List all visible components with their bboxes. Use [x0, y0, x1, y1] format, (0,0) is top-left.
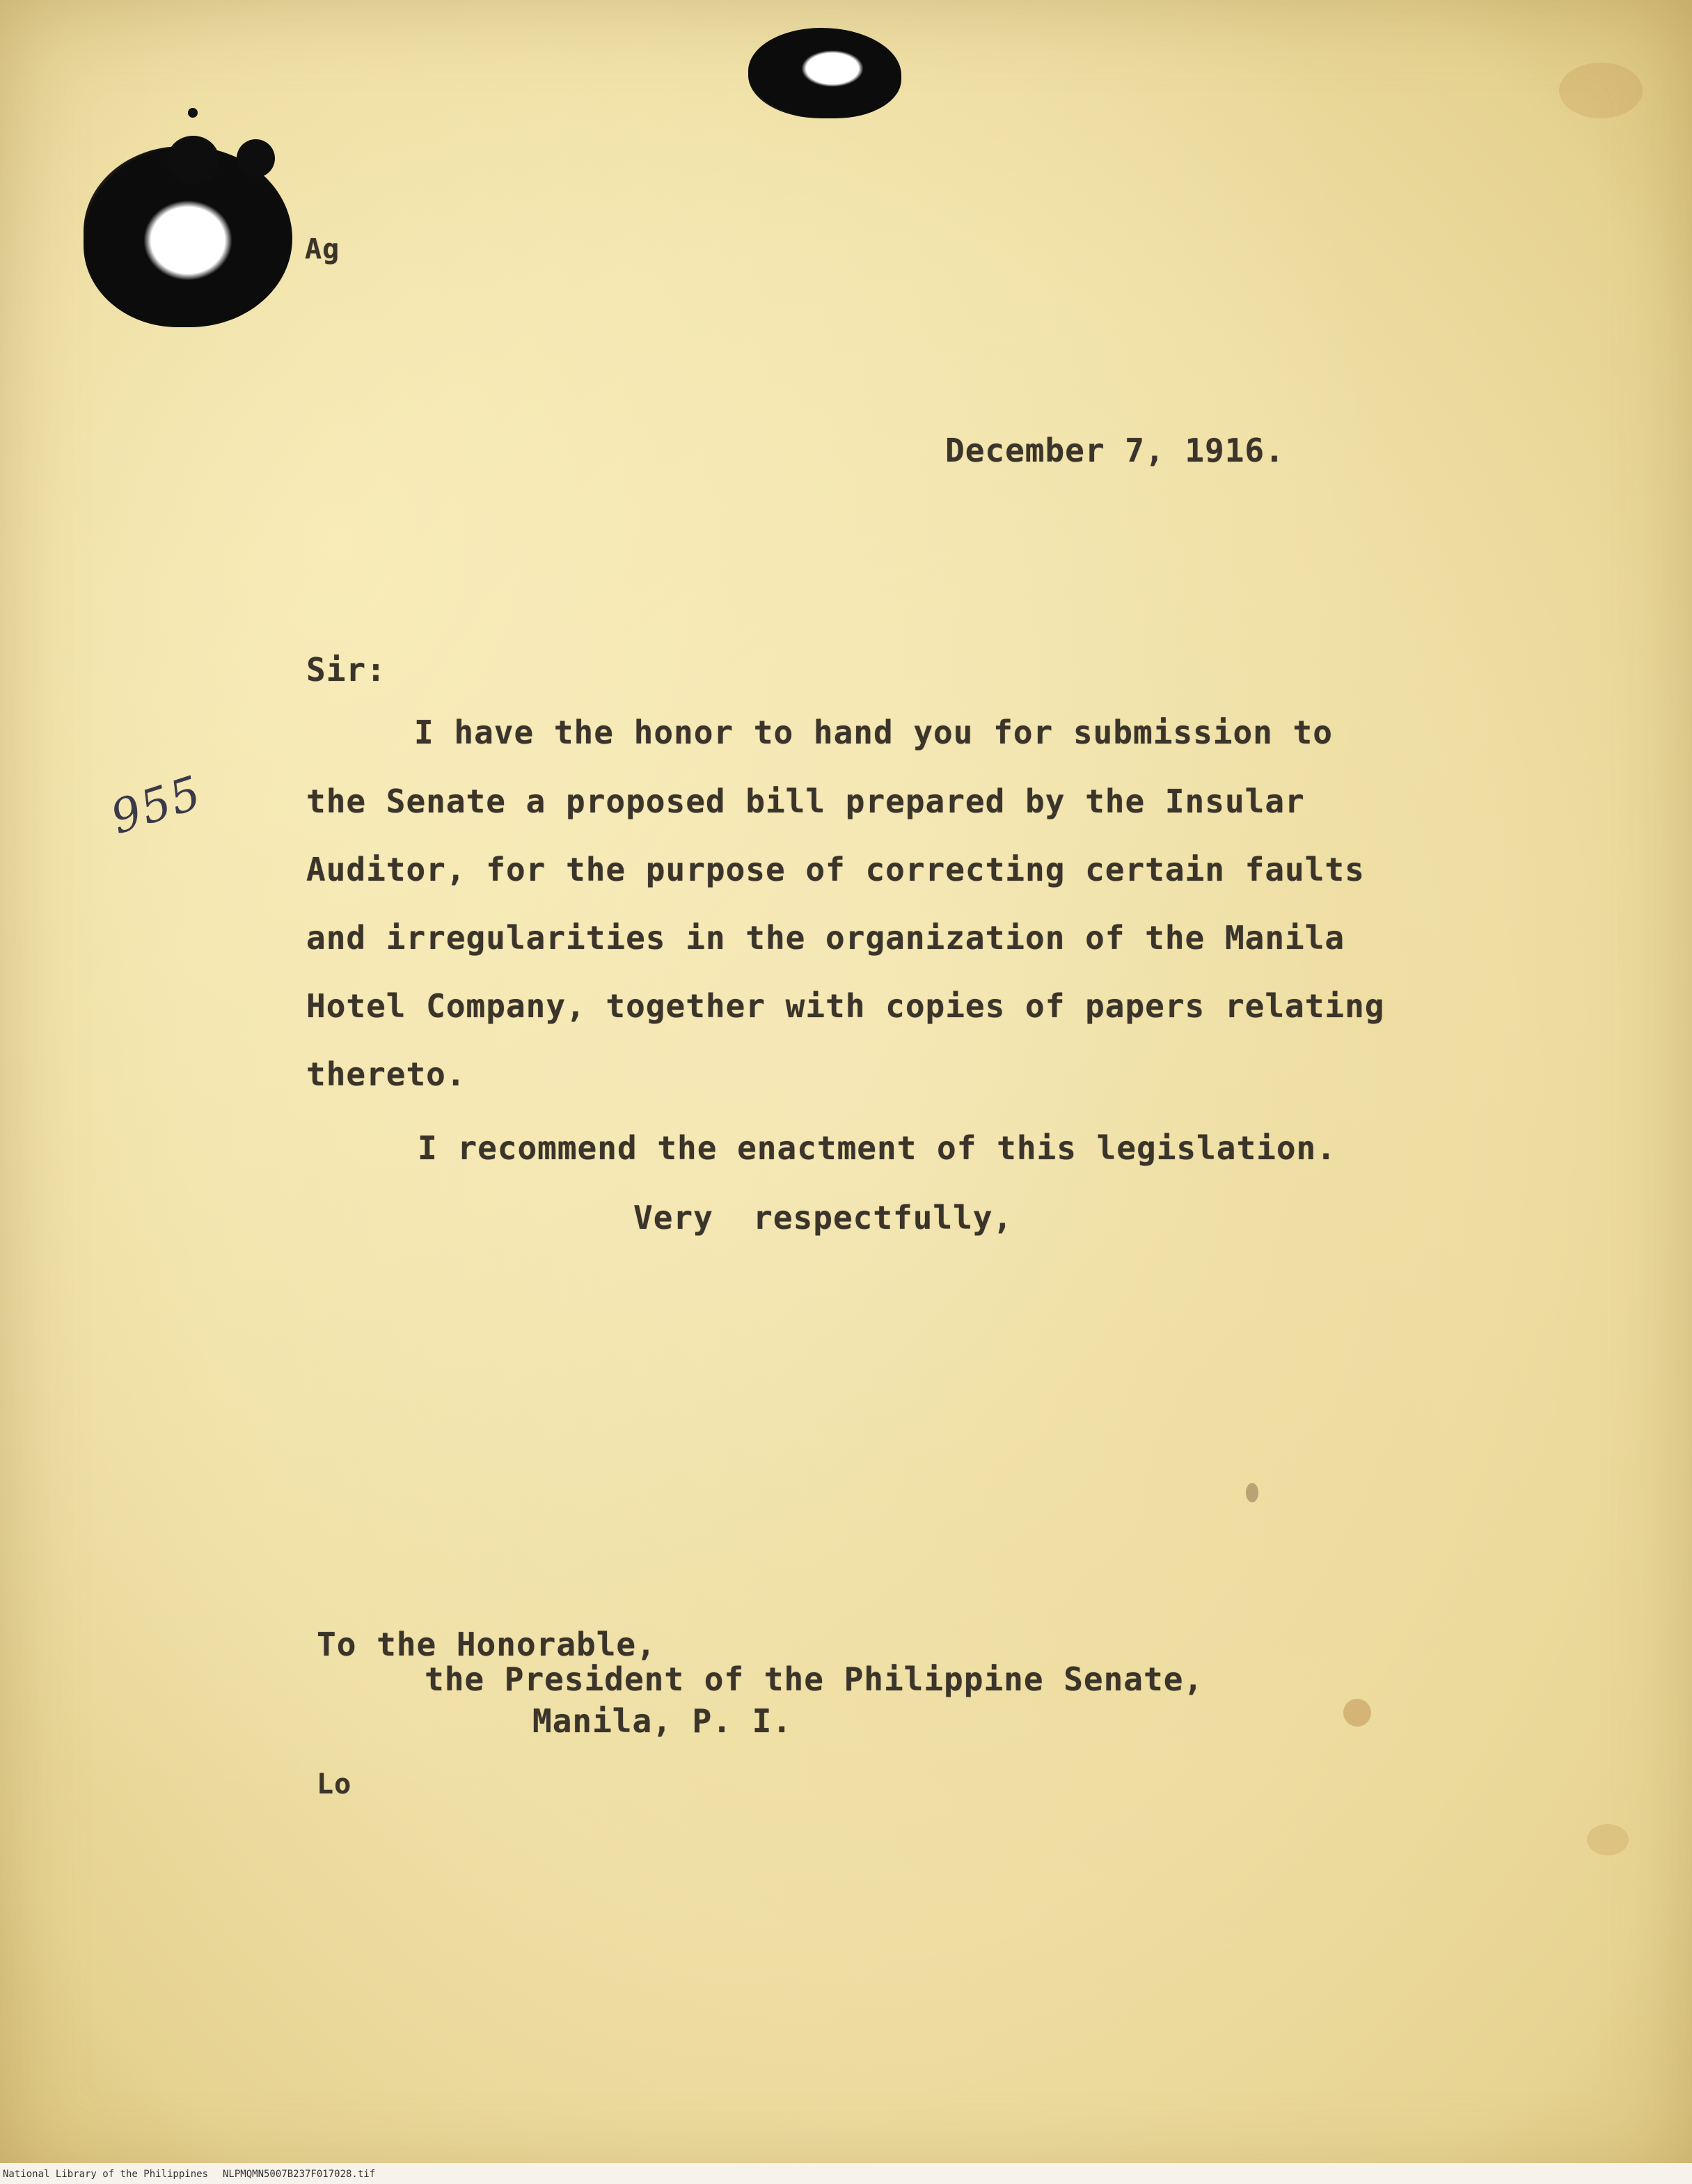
reference-initials-top: Ag	[305, 233, 340, 265]
body-line: Hotel Company, together with copies of papers relating	[306, 987, 1385, 1025]
ink-blot	[167, 136, 219, 184]
body-line: Auditor, for the purpose of correcting certain faults	[306, 851, 1365, 888]
handwritten-margin-note: 955	[104, 765, 209, 845]
salutation: Sir:	[306, 651, 386, 689]
ink-dot	[188, 108, 198, 118]
address-line: To the Honorable,	[317, 1626, 656, 1663]
body-line: and irregularities in the organization of the Manila	[306, 919, 1345, 957]
punch-hole-top-center	[748, 28, 901, 118]
body-line: thereto.	[306, 1055, 466, 1093]
footer-file-id: NLPMQMN5007B237F017028.tif	[223, 2169, 376, 2180]
address-line: the President of the Philippine Senate,	[425, 1660, 1204, 1698]
complimentary-closing: Very respectfully,	[633, 1199, 1013, 1236]
recommendation-line: I recommend the enactment of this legislation.	[418, 1129, 1336, 1167]
body-line: the Senate a proposed bill prepared by the Insular	[306, 783, 1305, 820]
paper-stain	[1246, 1483, 1258, 1502]
footer-source: National Library of the Philippines	[3, 2169, 209, 2180]
ink-blot	[237, 139, 275, 178]
scan-footer	[0, 2163, 1692, 2184]
reference-initials-bottom: Lo	[317, 1768, 352, 1800]
paper-stain	[1559, 63, 1643, 118]
paper-stain	[1343, 1699, 1371, 1727]
letter-date: December 7, 1916.	[945, 432, 1285, 469]
punch-hole-top-left	[84, 146, 292, 327]
address-line: Manila, P. I.	[532, 1702, 793, 1740]
body-line: I have the honor to hand you for submission to	[414, 714, 1333, 751]
paper-stain	[1587, 1824, 1629, 1855]
